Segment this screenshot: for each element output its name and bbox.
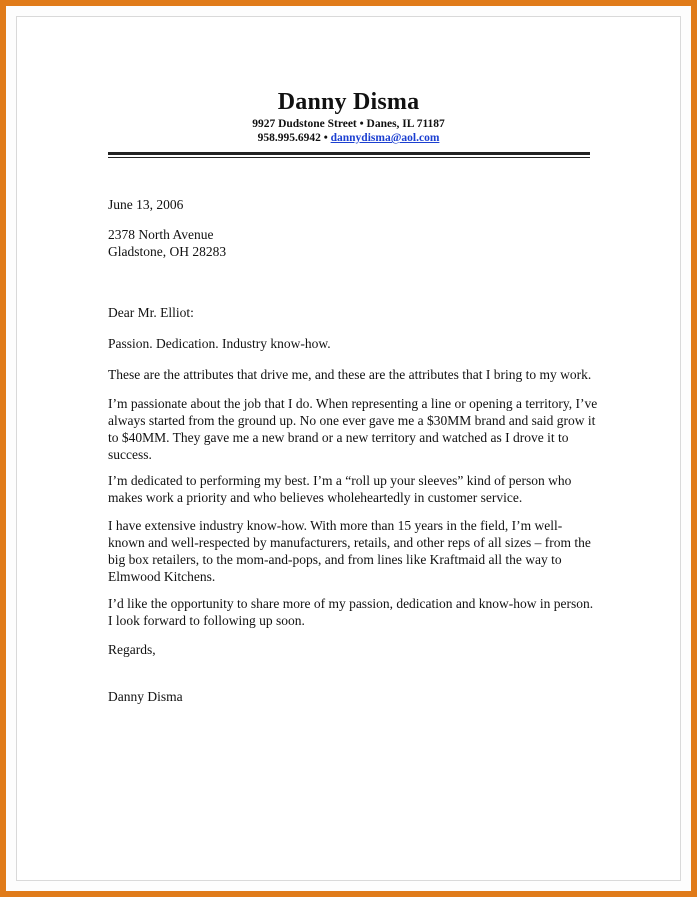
closing: Regards, <box>108 642 156 657</box>
letterhead <box>0 88 697 145</box>
signature-name: Danny Disma <box>108 689 183 704</box>
paragraph: These are the attributes that drive me, and these are the attributes that I bring to my work. <box>108 367 592 382</box>
letterhead-divider <box>108 152 590 158</box>
sender-contact <box>0 131 697 145</box>
sender-address: 9927 Dudstone Street • Danes, IL 71187 <box>252 118 445 130</box>
paragraph: I have extensive industry know-how. With more than 15 years in the field, I’m well-known and well-respected by manufacturers, retails, and other reps of all sizes – from the big box retailers, to the mom-and-pops, and from lines like Kraftmaid all the way to Elmwood Kitchens. <box>108 518 591 584</box>
paragraph: Passion. Dedication. Industry know-how. <box>108 336 331 351</box>
paragraph: I’m dedicated to performing my best. I’m a “roll up your sleeves” kind of person who makes work a priority and who believes wholeheartedly in customer service. <box>108 473 572 505</box>
paragraph: I’d like the opportunity to share more of my passion, dedication and know-how in person. I look forward to following up soon. <box>108 596 594 628</box>
recipient-address <box>108 226 598 260</box>
paragraph: I’m passionate about the job that I do. When representing a line or opening a territory, I’ve always started from the ground up. No one ever gave me a $30MM brand and said grow it to $40MM. They gave me a new brand or a new territory and watched as I drove it to success. <box>108 396 598 462</box>
sender-phone: 958.995.6942 • <box>257 132 328 144</box>
recipient-street: 2378 North Avenue <box>108 227 214 242</box>
salutation: Dear Mr. Elliot: <box>108 305 194 320</box>
sender-email-link[interactable]: dannydisma@aol.com <box>330 132 440 144</box>
letter-date: June 13, 2006 <box>108 197 184 212</box>
recipient-city: Gladstone, OH 28283 <box>108 244 227 259</box>
sender-name: Danny Disma <box>277 89 420 115</box>
